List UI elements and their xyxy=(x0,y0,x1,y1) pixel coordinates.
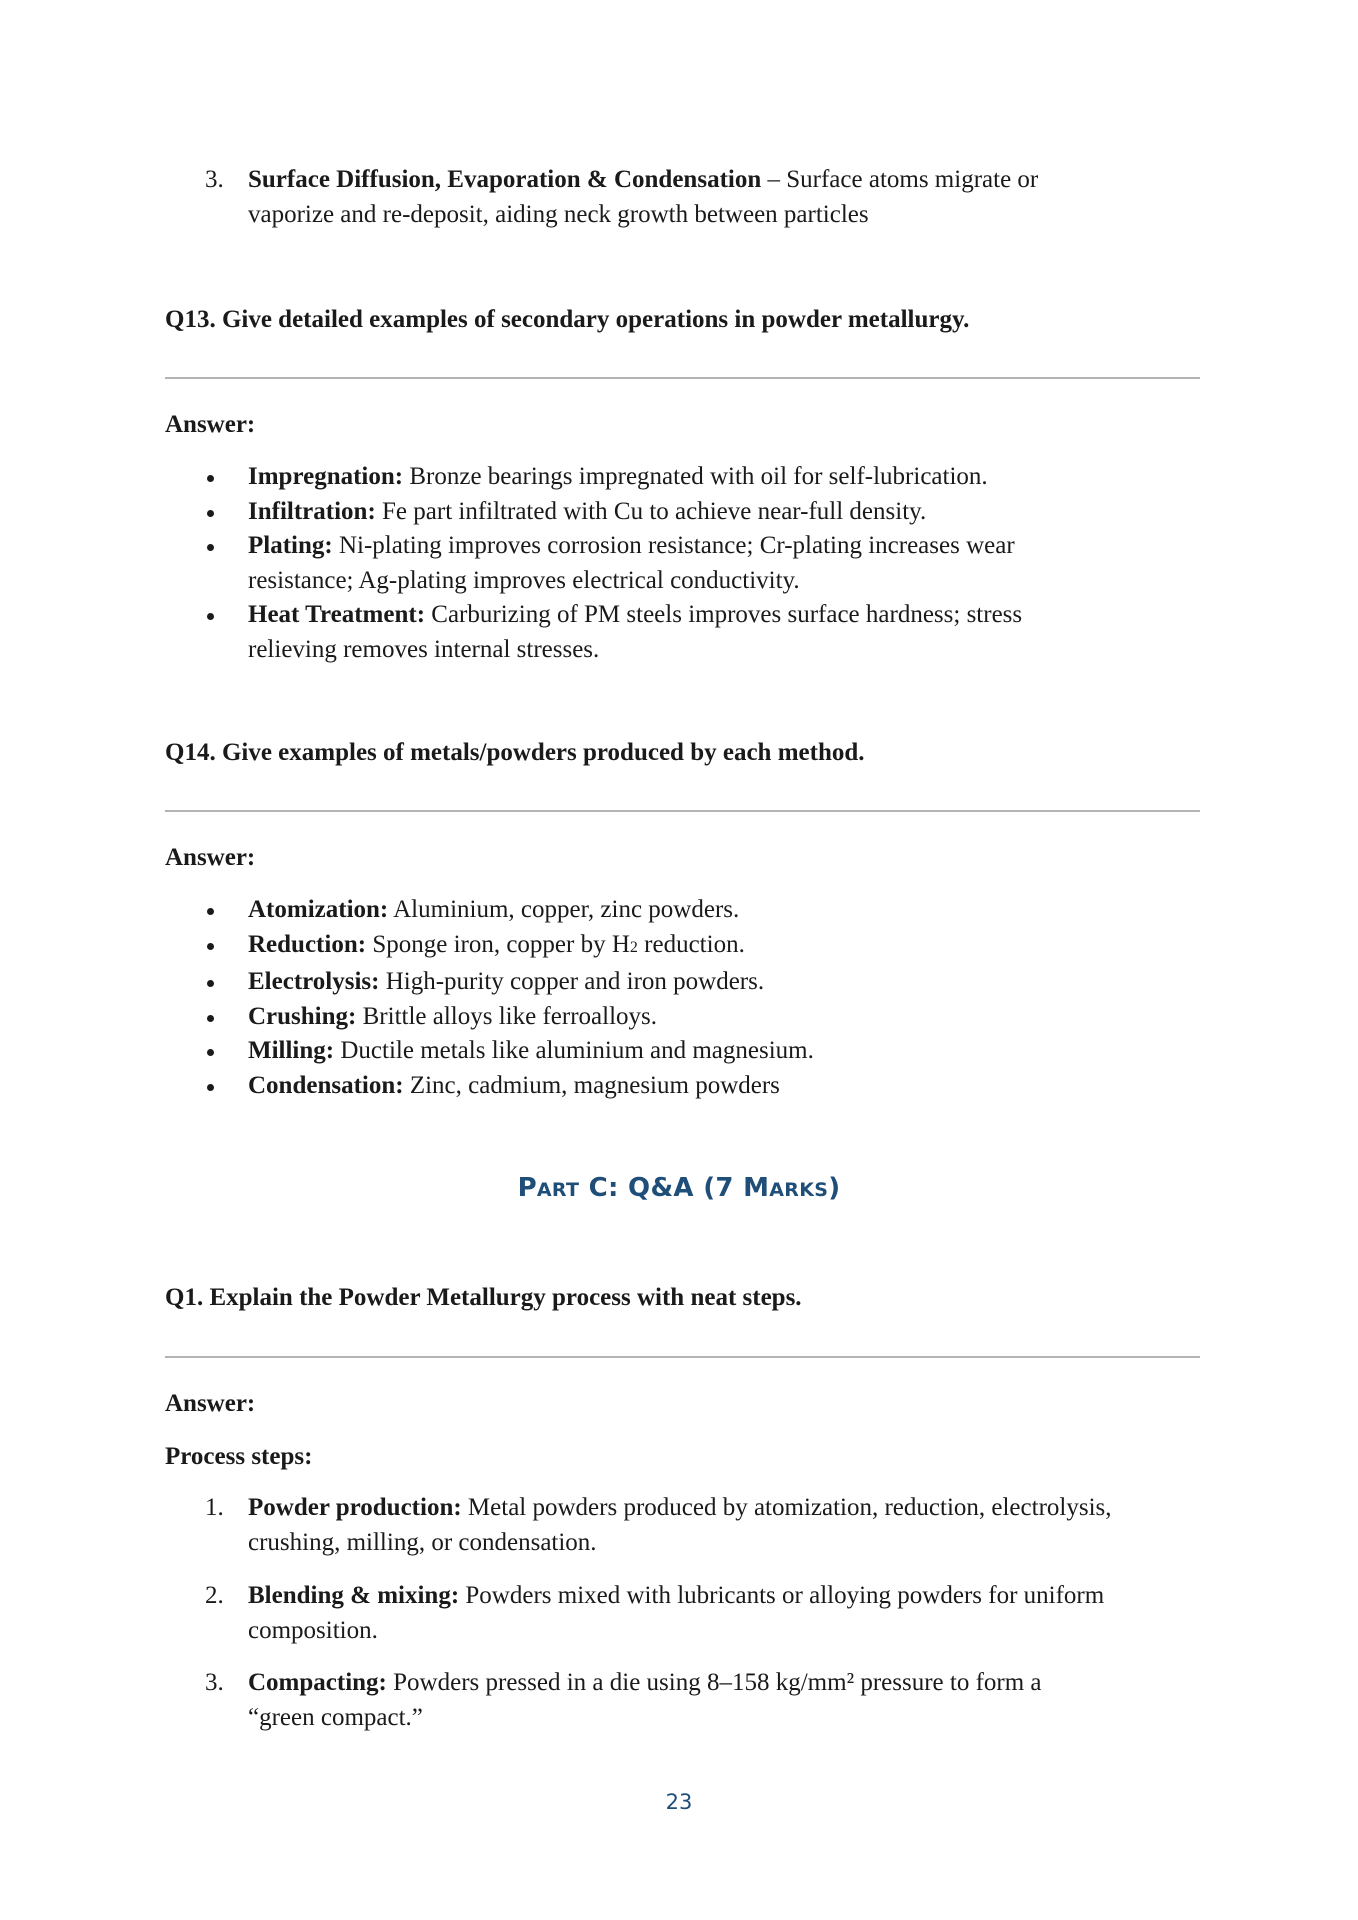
item-number: 3. xyxy=(205,1669,224,1696)
bullet-list xyxy=(165,893,1200,1103)
bullet-icon xyxy=(207,544,214,551)
divider xyxy=(165,810,1200,812)
divider xyxy=(165,1356,1200,1358)
item-text: Powders mixed with lubricants or alloying powders for uniform xyxy=(459,1582,1105,1609)
list-item xyxy=(165,928,1200,966)
item-term: Reduction: xyxy=(248,930,367,958)
list-item xyxy=(165,1069,1200,1104)
item-text: Brittle alloys like ferroalloys. xyxy=(356,1002,657,1030)
bullet-icon xyxy=(207,980,214,987)
item-text: Metal powders produced by atomization, reduction, electrolysis, xyxy=(461,1494,1112,1521)
heading-text: C: Q&A (7 M xyxy=(579,1173,770,1203)
item-text: Carburizing of PM steels improves surface hardness; stress xyxy=(425,601,1023,628)
item-term: Milling: xyxy=(248,1037,335,1064)
list-item xyxy=(165,598,1200,667)
subheading: Process steps: xyxy=(165,1443,313,1470)
list-item xyxy=(165,529,1200,598)
item-term: Impregnation: xyxy=(248,463,404,490)
item-text: Aluminium, copper, zinc powders. xyxy=(388,896,740,923)
item-term: Atomization: xyxy=(248,896,389,923)
bullet-icon xyxy=(207,1084,214,1091)
bullet-list xyxy=(165,460,1200,667)
heading-text: ARKS xyxy=(769,1179,829,1201)
item-text: Bronze bearings impregnated with oil for self-lubrication. xyxy=(403,463,988,490)
bullet-icon xyxy=(207,1049,214,1056)
question-heading: Q13. Give detailed examples of secondary operations in powder metallurgy. xyxy=(165,306,970,333)
item-term: Powder production: xyxy=(248,1494,462,1521)
item-text: composition. xyxy=(248,1617,378,1644)
item-term: Condensation: xyxy=(248,1071,404,1099)
item-text: “green compact.” xyxy=(248,1704,423,1731)
item-term: Surface Diffusion, Evaporation & Condensation xyxy=(248,166,762,193)
bullet-icon xyxy=(207,613,214,620)
heading-text: ) xyxy=(828,1173,841,1203)
bullet-icon xyxy=(207,908,214,915)
item-text: crushing, milling, or condensation. xyxy=(248,1529,597,1556)
bullet-icon xyxy=(207,1015,214,1022)
section-heading xyxy=(0,1173,1358,1203)
item-number: 3. xyxy=(205,166,224,193)
item-text: – Surface atoms migrate or xyxy=(761,166,1039,193)
item-text: Ductile metals like aluminium and magnesium. xyxy=(334,1037,814,1064)
numbered-item xyxy=(165,1490,1200,1560)
answer-label: Answer: xyxy=(165,844,256,871)
item-text: reduction. xyxy=(637,930,745,958)
list-item xyxy=(165,1034,1200,1069)
bullet-icon xyxy=(207,510,214,517)
subscript: 2 xyxy=(629,938,638,956)
item-text: Powders pressed in a die using 8–158 kg/mm² pressure to form a xyxy=(386,1669,1042,1696)
item-term: Heat Treatment: xyxy=(248,601,426,628)
list-item xyxy=(165,460,1200,495)
list-item xyxy=(165,495,1200,530)
page-number: 23 xyxy=(665,1790,693,1814)
item-number: 2. xyxy=(205,1582,224,1609)
item-text: Ni-plating improves corrosion resistance; Cr-plating increases wear xyxy=(332,532,1015,559)
divider xyxy=(165,377,1200,379)
question-heading: Q1. Explain the Powder Metallurgy process with neat steps. xyxy=(165,1284,802,1311)
item-text: Sponge iron, copper by H xyxy=(366,930,630,958)
item-number: 1. xyxy=(205,1494,224,1521)
item-term: Electrolysis: xyxy=(248,968,380,995)
numbered-item xyxy=(165,1665,1200,1735)
item-text: High-purity copper and iron powders. xyxy=(379,968,765,995)
item-text: vaporize and re-deposit, aiding neck growth between particles xyxy=(248,201,869,228)
item-text: relieving removes internal stresses. xyxy=(248,635,600,663)
heading-text: ART xyxy=(536,1179,580,1201)
answer-label: Answer: xyxy=(165,1390,256,1417)
list-item xyxy=(165,965,1200,1000)
item-term: Infiltration: xyxy=(248,497,376,525)
numbered-item xyxy=(165,162,1200,232)
item-text: Fe part infiltrated with Cu to achieve near-full density. xyxy=(375,497,927,525)
question-heading: Q14. Give examples of metals/powders produced by each method. xyxy=(165,739,865,766)
list-item xyxy=(165,893,1200,928)
item-text: Zinc, cadmium, magnesium powders xyxy=(403,1071,780,1099)
numbered-item xyxy=(165,1578,1200,1648)
item-term: Blending & mixing: xyxy=(248,1582,460,1609)
item-text: resistance; Ag-plating improves electrical conductivity. xyxy=(248,566,800,594)
heading-text: P xyxy=(517,1173,537,1203)
bullet-icon xyxy=(207,475,214,482)
item-term: Crushing: xyxy=(248,1002,357,1030)
answer-label: Answer: xyxy=(165,411,256,438)
list-item xyxy=(165,1000,1200,1035)
item-term: Compacting: xyxy=(248,1669,387,1696)
item-term: Plating: xyxy=(248,532,333,559)
bullet-icon xyxy=(207,943,214,950)
